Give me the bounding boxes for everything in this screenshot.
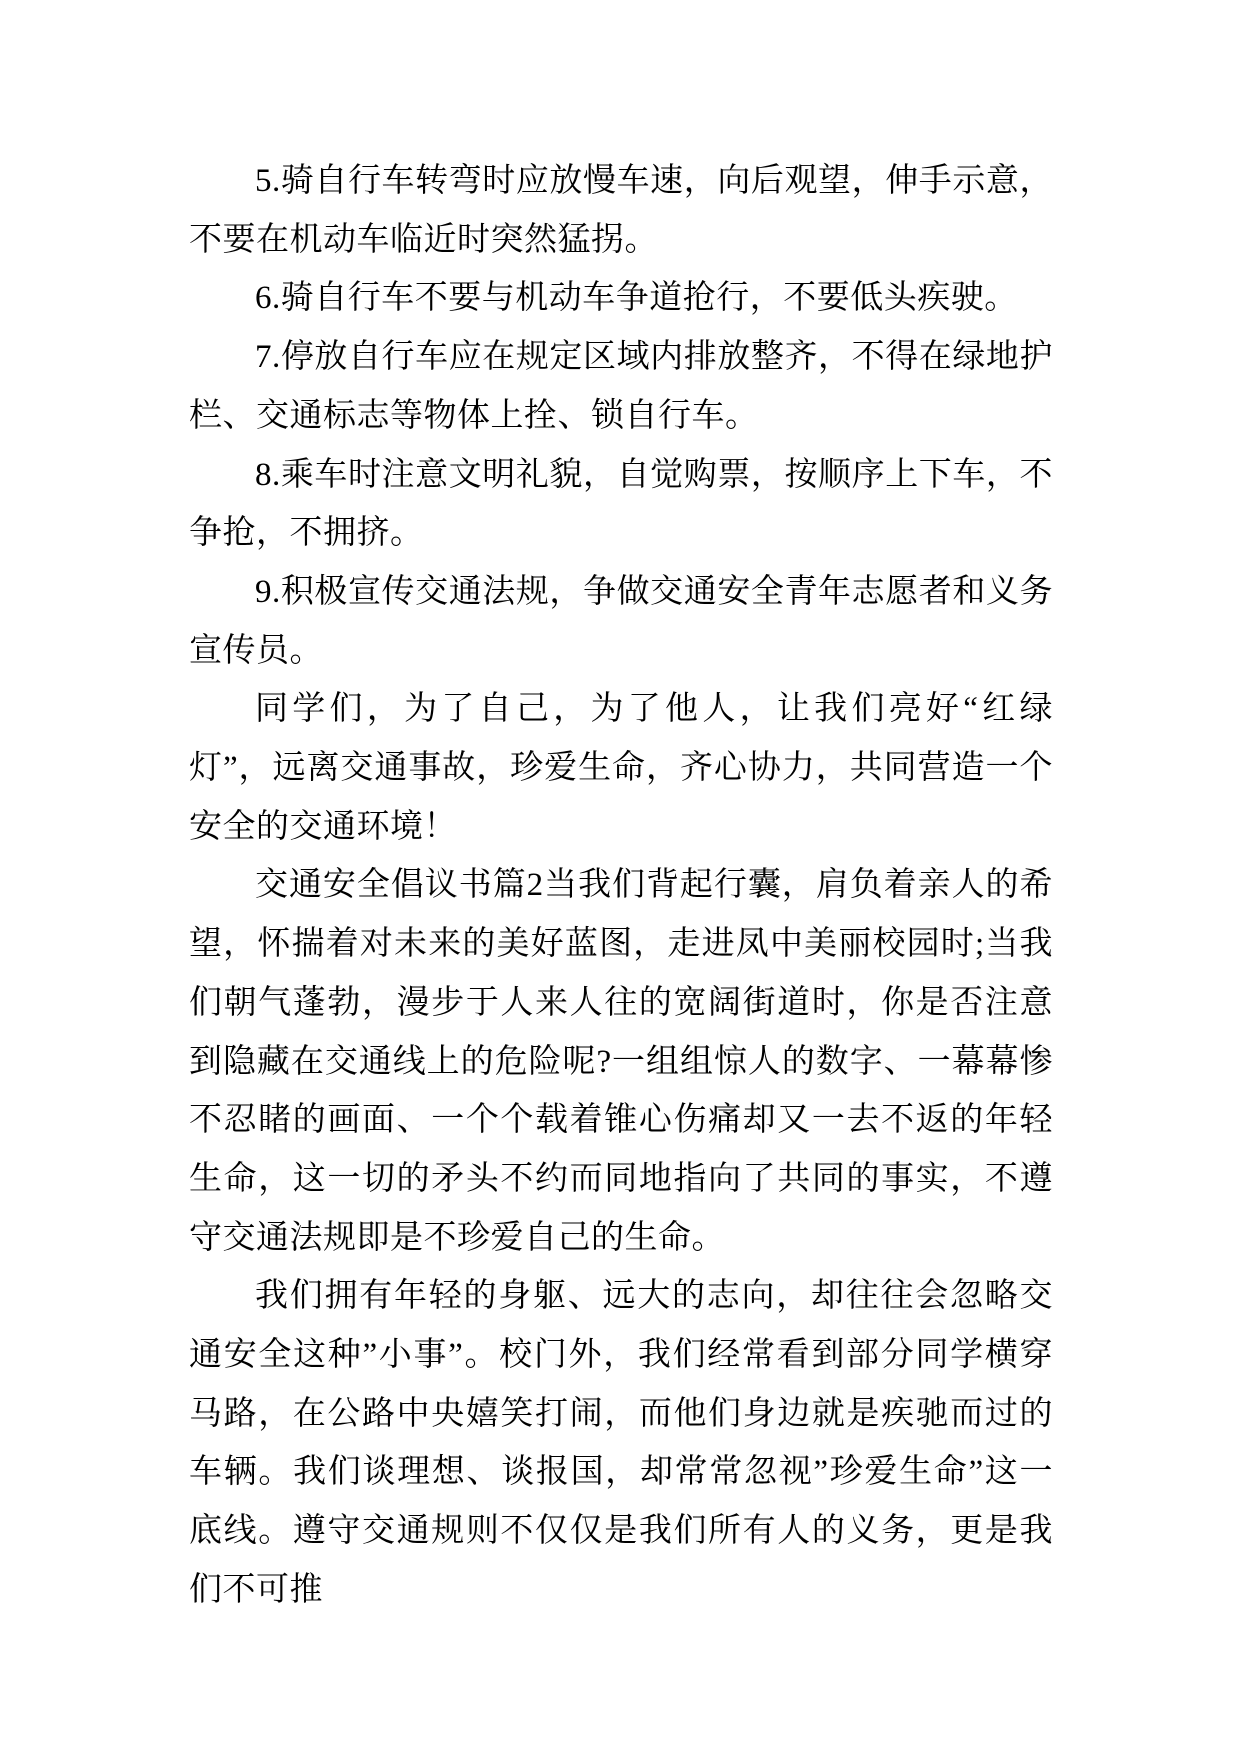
- paragraph-rule-6: 6.骑自行车不要与机动车争道抢行，不要低头疾驶。: [255, 280, 1018, 317]
- document-body: [189, 152, 1053, 1620]
- paragraph-rule-9: 9.积极宣传交通法规，争做交通安全青年志愿者和义务宣传员。: [189, 573, 1053, 669]
- paragraph-rule-5: 5.骑自行车转弯时应放慢车速，向后观望，伸手示意，不要在机动车临近时突然猛拐。: [189, 163, 1053, 258]
- paragraph-rule-8: 8.乘车时注意文明礼貌，自觉购票，按顺序上下车，不争抢，不拥挤。: [189, 456, 1053, 552]
- paragraph-appeal-to-students: 同学们，为了自己，为了他人，让我们亮好“红绿灯”，远离交通事故，珍爱生命，齐心协力，共同营造一个安全的交通环境！: [189, 691, 1053, 845]
- paragraph-proposal-part-2-intro: 交通安全倡议书篇2当我们背起行囊，肩负着亲人的希望，怀揣着对未来的美好蓝图，走进凤中美丽校园时;当我们朝气蓬勃，漫步于人来人往的宽阔街道时，你是否注意到隐藏在交通线上的危险呢?一组组惊人的数字、一幕幕惨不忍睹的画面、一个个载着锥心伤痛却又一去不返的年轻生命，这一切的矛头不约而同地指向了共同的事实，不遵守交通法规即是不珍爱自己的生命。: [189, 867, 1053, 1256]
- paragraph-proposal-part-2-body: 我们拥有年轻的身躯、远大的志向，却往往会忽略交通安全这种”小事”。校门外，我们经常看到部分同学横穿马路，在公路中央嬉笑打闹，而他们身边就是疾驰而过的车辆。我们谈理想、谈报国，却常常忽视”珍爱生命”这一底线。遵守交通规则不仅仅是我们所有人的义务，更是我们不可推: [189, 1278, 1053, 1608]
- paragraph-rule-7: 7.停放自行车应在规定区域内排放整齐，不得在绿地护栏、交通标志等物体上拴、锁自行车。: [189, 339, 1053, 434]
